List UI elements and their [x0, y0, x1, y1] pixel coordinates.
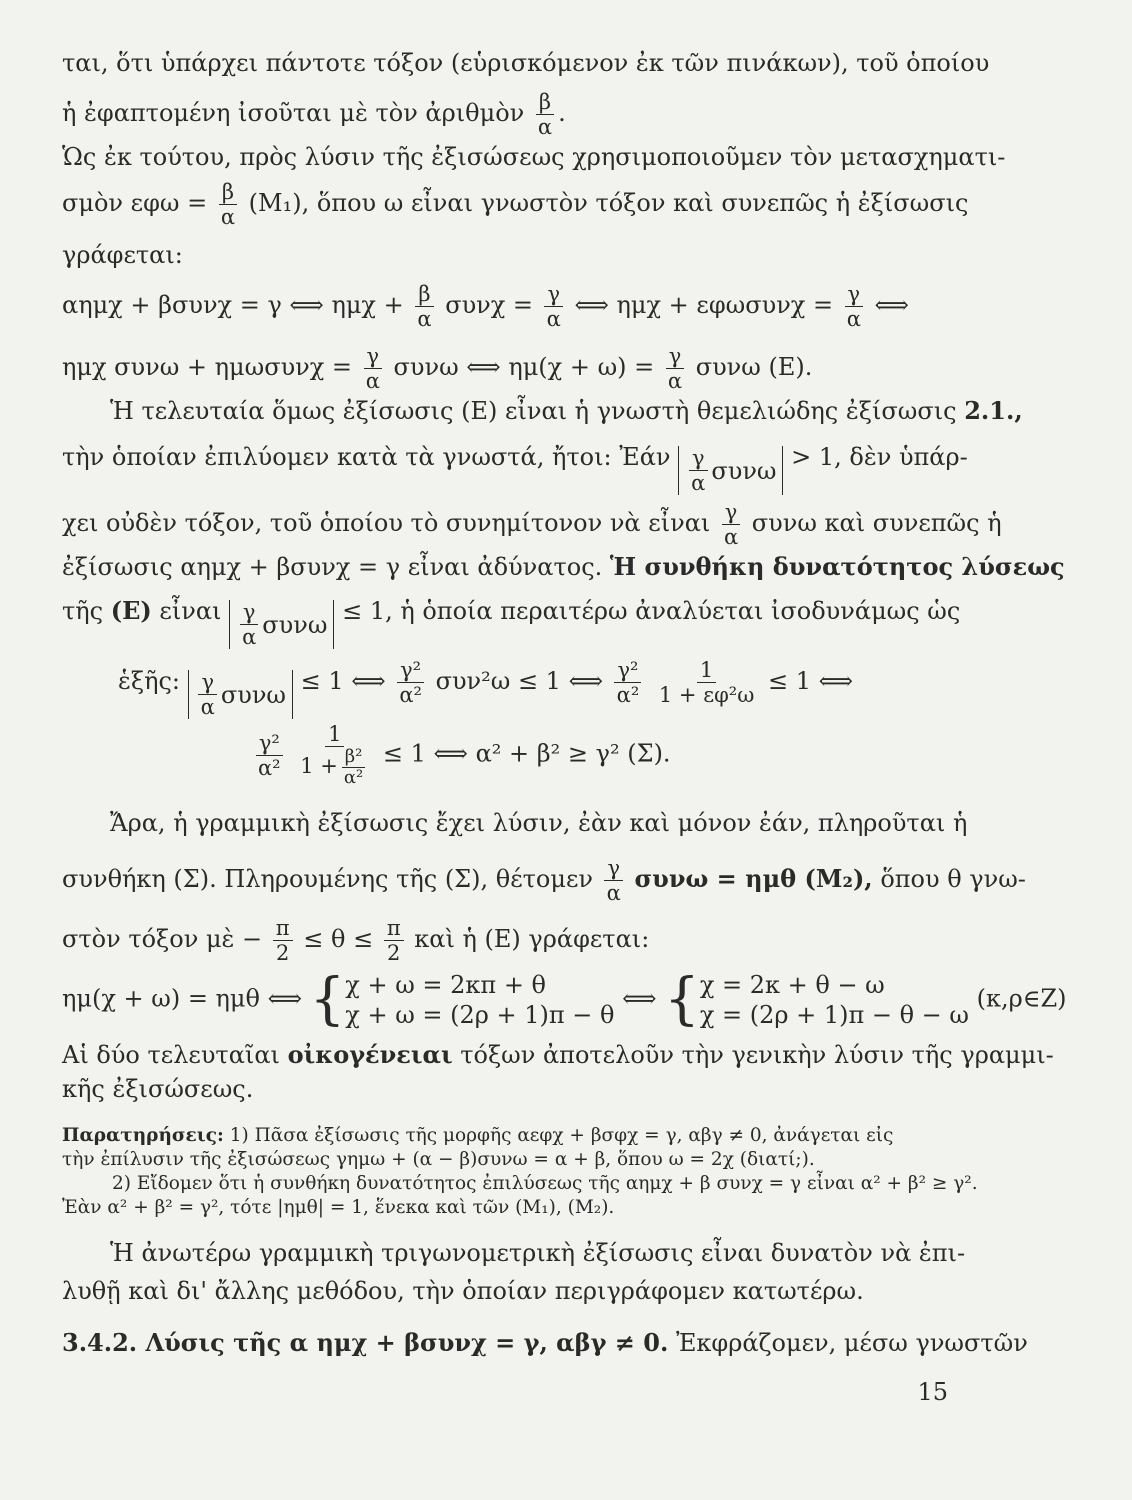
text-line: Ἡ τελευταία ὅμως ἐξίσωσις (Ε) εἶναι ἡ γνωστὴ θεμελιώδης ἐξίσωσις 2.1., [110, 396, 1023, 425]
text-line: στὸν τόξον μὲ − $\frac{\pi}{2}$ ≤ θ ≤ $\frac{\pi}{2}$ καὶ ἡ (Ε) γράφεται: [62, 916, 650, 965]
equation-line: ἑξῆς: $\frac{\gamma}{\alpha}$ συνω ≤ 1 ⟺ $\frac{\text{γ²}}{\text{α²}}$ συν²ω ≤ 1 ⟺ $\frac{\text{γ²}}{\text{α²}}$ $\frac{1}{\text{1 + εφ²ω}}$ ≤ 1 ⟺ [118, 658, 854, 719]
absolute-value: $\frac{\gamma}{\alpha}$ συνω [188, 670, 293, 719]
note-line: Ἐὰν α² + β² = γ², τότε |ημθ| = 1, ἕνεκα καὶ τῶν (M₁), (M₂). [62, 1197, 615, 1218]
fraction: $\frac{\beta}{\alpha}$ [537, 90, 553, 139]
equation-line: αημχ + βσυνχ = γ ⟺ ημχ + $\frac{\beta}{\alpha}$ συνχ = $\frac{\gamma}{\alpha}$ ⟺ ημχ + εφωσυνχ = $\frac{\gamma}{\alpha}$ ⟺ [62, 282, 909, 331]
text-line: σμὸν εφω = $\frac{\beta}{\alpha}$ (M₁), ὅπου ω εἶναι γνωστὸν τόξον καὶ συνεπῶς ἡ ἐξίσωσις [62, 180, 969, 229]
text-line: κῆς ἐξισώσεως. [62, 1075, 254, 1103]
text-line: τὴν ὁποίαν ἐπιλύομεν κατὰ τὰ γνωστά, ἤτοι: Ἐάν $\frac{\gamma}{\alpha}$ συνω > 1, δὲν ὑπάρ- [62, 443, 968, 495]
section-heading: 3.4.2. Λύσις τῆς α ημχ + βσυνχ = γ, αβγ ≠ 0. Ἐκφράζομεν, μέσω γνωστῶν [62, 1328, 1028, 1357]
fraction: $\frac{\gamma}{\alpha}$ [363, 344, 383, 393]
text-line: Ὡς ἐκ τούτου, πρὸς λύσιν τῆς ἐξισώσεως χρησιμοποιοῦμεν τὸν μετασχηματι- [62, 143, 1006, 171]
fraction: 1 1 + $\frac{\text{β²}}{\text{α²}}$ [297, 722, 372, 788]
text-line: ἐξίσωσις αημχ + βσυνχ = γ εἶναι ἀδύνατος. Ἡ συνθήκη δυνατότητος λύσεως [62, 552, 1065, 581]
fraction: $\frac{\pi}{2}$ [384, 916, 404, 965]
note-line: Παρατηρήσεις: 1) Πᾶσα ἐξίσωσις τῆς μορφῆς αεφχ + βσφχ = γ, αβγ ≠ 0, ἀνάγεται εἰς [62, 1125, 894, 1146]
text-line: χει οὐδὲν τόξον, τοῦ ὁποίου τὸ συνημίτονον νὰ εἶναι $\frac{\gamma}{\alpha}$ συνω καὶ συνεπῶς ἡ [62, 500, 1002, 549]
fraction: $\frac{\text{γ²}}{\text{α²}}$ [255, 731, 284, 780]
fraction: $\frac{\pi}{2}$ [273, 916, 293, 965]
fraction: $\frac{1}{\text{1 + εφ²ω}}$ [658, 658, 755, 707]
fraction: $\frac{\text{γ²}}{\text{α²}}$ [614, 658, 643, 707]
text-line: Αἱ δύο τελευταῖαι οἰκογένειαι τόξων ἀποτελοῦν τὴν γενικὴν λύσιν τῆς γραμμι- [62, 1040, 1054, 1069]
fraction: $\frac{\gamma}{\alpha}$ [604, 856, 624, 905]
fraction: $\frac{\gamma}{\alpha}$ [665, 344, 685, 393]
equation-system: ημ(χ + ω) = ημθ ⟺ { χ + ω = 2κπ + θ χ + ω = (2ρ + 1)π − θ ⟺ { χ = 2κ + θ − ω χ = (2ρ + 1)π − θ − ω (κ,ρ∈Ζ) [62, 967, 1067, 1032]
fraction: $\frac{\gamma}{\alpha}$ [721, 500, 741, 549]
absolute-value: $\frac{\gamma}{\alpha}$ συνω [678, 446, 783, 495]
absolute-value: $\frac{\gamma}{\alpha}$ συνω [229, 600, 334, 649]
text-line: Ἄρα, ἡ γραμμικὴ ἐξίσωσις ἔχει λύσιν, ἐὰν καὶ μόνον ἐάν, πληροῦται ἡ [110, 809, 968, 837]
text-line: ται, ὅτι ὑπάρχει πάντοτε τόξον (εὑρισκόμενον ἐκ τῶν πινάκων), τοῦ ὁποίου [62, 49, 990, 77]
text-line: γράφεται: [62, 241, 183, 269]
note-line: τὴν ἐπίλυσιν τῆς ἐξισώσεως γημω + (α − β)συνω = α + β, ὅπου ω = 2χ (διατί;). [62, 1149, 815, 1170]
fraction: $\frac{\beta}{\alpha}$ [220, 180, 236, 229]
equation-line: ημχ συνω + ημωσυνχ = $\frac{\gamma}{\alpha}$ συνω ⟺ ημ(χ + ω) = $\frac{\gamma}{\alpha}$ συνω (Ε). [62, 344, 813, 393]
fraction: $\frac{\text{γ²}}{\text{α²}}$ [396, 658, 425, 707]
text-line: τῆς (Ε) εἶναι $\frac{\gamma}{\alpha}$ συνω ≤ 1, ἡ ὁποία περαιτέρω ἀναλύεται ἰσοδυνάμως ὡς [62, 596, 961, 649]
text-line: συνθήκη (Σ). Πληρουμένης τῆς (Σ), θέτομεν $\frac{\gamma}{\alpha}$ συνω = ημθ (M₂), ὅπου θ γνω- [62, 856, 1026, 905]
fraction: $\frac{\gamma}{\alpha}$ [844, 282, 864, 331]
text-line: ἡ ἐφαπτομένη ἰσοῦται μὲ τὸν ἀριθμὸν $\frac{\beta}{\alpha}$ . [62, 90, 566, 139]
text-line: λυθῇ καὶ δι' ἄλλης μεθόδου, τὴν ὁποίαν περιγράφομεν κατωτέρω. [62, 1277, 864, 1305]
equation-line: $\frac{\text{γ²}}{\text{α²}}$ 1 1 + $\frac{\text{β²}}{\text{α²}}$ ≤ 1 ⟺ α² + β² ≥ γ² (Σ). [252, 722, 1132, 788]
fraction: $\frac{\beta}{\alpha}$ [417, 282, 432, 331]
page-number: 15 [917, 1378, 948, 1406]
text-line: Ἡ ἀνωτέρω γραμμικὴ τριγωνομετρικὴ ἐξίσωσις εἶναι δυνατὸν νὰ ἐπι- [110, 1239, 966, 1267]
note-line: 2) Εἴδομεν ὅτι ἡ συνθήκη δυνατότητος ἐπιλύσεως τῆς αημχ + β συνχ = γ εἶναι α² + β² ≥ γ². [112, 1173, 978, 1194]
fraction: $\frac{\gamma}{\alpha}$ [544, 282, 564, 331]
